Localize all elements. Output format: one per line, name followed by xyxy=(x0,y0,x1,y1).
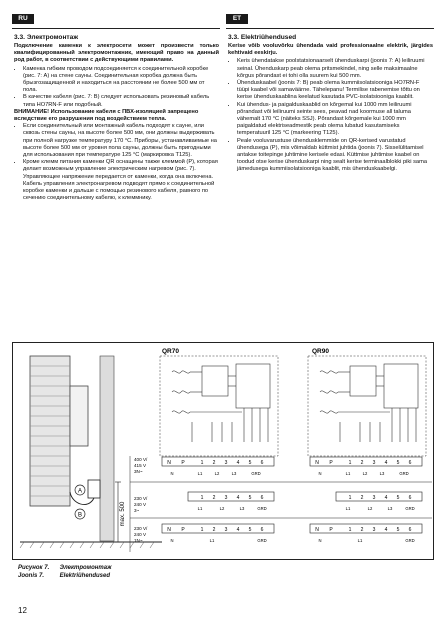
et-section-title: 3.3. Elektriühendused xyxy=(228,34,297,41)
svg-text:1: 1 xyxy=(348,460,352,466)
svg-text:L3: L3 xyxy=(387,506,393,511)
voltage-row-1-c: 3N~ xyxy=(134,469,143,474)
svg-text:P: P xyxy=(329,460,333,466)
svg-text:2: 2 xyxy=(360,527,364,533)
svg-text:1: 1 xyxy=(200,495,204,501)
qr70-label: QR70 xyxy=(162,348,179,355)
svg-text:N: N xyxy=(170,538,174,543)
heater-body xyxy=(30,356,70,506)
caption-ru xyxy=(18,565,112,573)
ru-section-title: 3.3. Электромонтаж xyxy=(14,34,78,41)
et-bullet: • Peale vooluvarustuse ühendusklemmide on QR-kerised varustatud ühendusega (P), mis võimaldab küttmist juhtida (joonis 7). Sisselülitamisel antakse toitepinge juhtimine kerisele edasi. Küttmise juhtimise kaabel on toodud otse kerise ühenduskarpi ning sealt kerise terminaalblokki piki sama jämedusega kummiisolatsiooniga kaablit, mis ühenduskaabelgi. xyxy=(237,138,433,174)
svg-text:L1: L1 xyxy=(197,471,203,476)
lang-tag-ru: RU xyxy=(12,14,34,24)
svg-text:GRD: GRD xyxy=(251,471,261,476)
svg-text:GRD: GRD xyxy=(399,471,409,476)
voltage-row-2-c: 3~ xyxy=(134,508,140,513)
ru-bullet: • Если соединительный или монтажный кабель подходят к сауне, или сквозь стены сауны, на высоте более 500 мм, они должны выдерживать при полной нагрузке температуру 170 °C. Приборы, устанавливаемые на высоте более 500 мм от уровня пола сауны, должны быть пригодными для использования при температуре 125 °C (маркировка T125). xyxy=(23,123,219,159)
voltage-row-3-c: 1N~ xyxy=(134,538,143,543)
svg-text:5: 5 xyxy=(396,495,400,501)
svg-text:GRD: GRD xyxy=(405,538,415,543)
svg-text:L1: L1 xyxy=(197,506,203,511)
terminal-strip-qr90-row1 xyxy=(310,457,422,466)
svg-text:GRD: GRD xyxy=(257,538,267,543)
svg-text:5: 5 xyxy=(396,527,400,533)
svg-text:L1: L1 xyxy=(209,538,215,543)
et-column xyxy=(228,34,433,174)
voltage-row-1-b: 415 V xyxy=(134,463,147,468)
svg-text:3: 3 xyxy=(224,495,228,501)
svg-text:N: N xyxy=(167,527,171,533)
svg-text:1: 1 xyxy=(200,460,204,466)
ru-bullet-list xyxy=(14,66,219,203)
svg-text:N: N xyxy=(167,460,171,466)
svg-text:4: 4 xyxy=(384,495,388,501)
caption-ru-text: Электромонтаж xyxy=(59,565,112,571)
et-bullet-list xyxy=(228,58,433,173)
caption-et-num: Joonis 7. xyxy=(18,572,45,579)
svg-text:1: 1 xyxy=(348,495,352,501)
voltage-rows xyxy=(134,457,148,543)
svg-text:L1: L1 xyxy=(345,471,351,476)
svg-text:6: 6 xyxy=(260,495,264,501)
svg-text:1: 1 xyxy=(200,527,204,533)
qr70-diagram xyxy=(160,348,278,456)
svg-text:L3: L3 xyxy=(231,471,237,476)
svg-text:3: 3 xyxy=(224,527,228,533)
svg-text:L2: L2 xyxy=(362,471,368,476)
svg-text:N: N xyxy=(315,460,319,466)
terminal-strip-qr70-row1 xyxy=(162,457,274,466)
et-bullet: • Keris ühendatakse poolstatsionaarselt ühenduskarpi (joonis 7: A) leiliruumi seinal. Ühenduskarp peab olema pritsmekindel, ning selle maksimaalne kõrgus põrandast ei tohi olla suurem kui 500 mm. xyxy=(237,58,433,80)
svg-text:2: 2 xyxy=(360,495,364,501)
svg-text:L3: L3 xyxy=(379,471,385,476)
svg-text:GRD: GRD xyxy=(257,506,267,511)
svg-text:2: 2 xyxy=(212,495,216,501)
voltage-row-1-a: 400 V/ xyxy=(134,457,148,462)
svg-text:GRD: GRD xyxy=(405,506,415,511)
svg-text:N: N xyxy=(318,538,322,543)
figure-captions xyxy=(18,565,112,580)
ru-bullet: • В качестве кабеля (рис. 7: B) следует использовать резиновый кабель типа HO7RN-F или подобный. xyxy=(23,94,219,108)
svg-text:6: 6 xyxy=(408,495,412,501)
svg-text:2: 2 xyxy=(212,460,216,466)
max-height-label: max. 500 xyxy=(120,501,126,527)
ru-intro: Подключение каменки к электросети может произвести только квалифицированный электромонтажник, имеющий право на данный род работ, в соответствии с действующими правилами. xyxy=(14,43,219,64)
heater-illustration xyxy=(20,356,162,548)
ru-bullet: ВНИМАНИЕ! Использование кабеля с ПВХ-изоляцией запрещено вследствие его разрушения под воздействием тепла. xyxy=(14,108,199,123)
svg-text:L1: L1 xyxy=(345,506,351,511)
svg-text:4: 4 xyxy=(236,527,240,533)
qr90-diagram xyxy=(308,348,426,456)
caption-ru-num: Рисунок 7. xyxy=(18,565,50,571)
svg-text:L3: L3 xyxy=(239,506,245,511)
svg-text:P: P xyxy=(329,527,333,533)
junction-box xyxy=(88,480,100,498)
svg-text:5: 5 xyxy=(248,460,252,466)
label-a: A xyxy=(77,488,83,495)
svg-text:4: 4 xyxy=(384,527,388,533)
ru-bullet: • Кроме клемм питания каменки QR оснащены также клеммой (P), которая делает возможным управление электрическим нагревом (рис. 7). Управляющее напряжение передается от каменки, когда она включена. Кабель управления электронагревом подводят прямо к соединительной коробке каменки и дальше с помощью резинового кабеля, равного по сечению соединительному кабелю, к клеммнику. xyxy=(23,159,219,202)
wiring-figure xyxy=(12,342,434,560)
wall xyxy=(100,356,114,541)
caption-et-text: Elektriühendused xyxy=(59,572,111,579)
ru-column xyxy=(14,34,219,202)
qr90-label: QR90 xyxy=(312,348,329,355)
svg-text:1: 1 xyxy=(348,527,352,533)
svg-text:6: 6 xyxy=(408,527,412,533)
svg-text:3: 3 xyxy=(372,460,376,466)
voltage-row-3-b: 240 V xyxy=(134,532,147,537)
svg-text:N: N xyxy=(318,471,322,476)
svg-text:L2: L2 xyxy=(367,506,373,511)
svg-text:5: 5 xyxy=(248,527,252,533)
svg-text:5: 5 xyxy=(396,460,400,466)
svg-text:P: P xyxy=(181,527,185,533)
header-rule-right xyxy=(226,28,434,29)
terminal-strips xyxy=(162,457,422,543)
svg-text:5: 5 xyxy=(248,495,252,501)
svg-text:2: 2 xyxy=(212,527,216,533)
page-number: 12 xyxy=(18,606,27,615)
svg-text:4: 4 xyxy=(236,460,240,466)
svg-text:4: 4 xyxy=(384,460,388,466)
label-b: B xyxy=(77,512,83,519)
svg-text:2: 2 xyxy=(360,460,364,466)
svg-text:P: P xyxy=(181,460,185,466)
ru-bullet: • Каменка гибким проводом подсоединяется к соединительной коробке (рис. 7: A) на стене сауны. Соединительная коробка должна быть брызгозащищенной и находиться на расстоянии не более 500 мм от пола. xyxy=(23,66,219,95)
svg-text:L2: L2 xyxy=(214,471,220,476)
et-bullet: • Ühenduskaabel (joonis 7: B) peab olema kummiisolatsiooniga HO7RN-F tüüpi kaabel või samaväärne. Tähelepanu! Termilise rabenemise tõttu on kerise ühenduskaablina keelatud kasutada PVC-isolatsiooniga kaablit. xyxy=(237,80,433,102)
svg-text:N: N xyxy=(315,527,319,533)
heater-bracket xyxy=(70,386,88,446)
svg-text:L1: L1 xyxy=(357,538,363,543)
et-intro: Kerise võib vooluvõrku ühendada vaid professionaalne elektrik, järgides kehtivaid eeskirju. xyxy=(228,43,433,57)
voltage-row-2-b: 240 V xyxy=(134,502,147,507)
lang-tag-et: ET xyxy=(226,14,248,24)
svg-text:3: 3 xyxy=(224,460,228,466)
svg-text:N: N xyxy=(170,471,174,476)
svg-text:6: 6 xyxy=(260,527,264,533)
svg-text:6: 6 xyxy=(260,460,264,466)
svg-text:4: 4 xyxy=(236,495,240,501)
header-rule-left xyxy=(12,28,220,29)
voltage-row-2-a: 230 V/ xyxy=(134,496,148,501)
caption-et xyxy=(18,573,112,581)
svg-text:6: 6 xyxy=(408,460,412,466)
svg-text:3: 3 xyxy=(372,527,376,533)
svg-text:3: 3 xyxy=(372,495,376,501)
svg-text:L2: L2 xyxy=(219,506,225,511)
voltage-row-3-a: 230 V/ xyxy=(134,526,148,531)
et-bullet: • Kui ühendus- ja paigalduskaablid on kõrgemal kui 1000 mm leiliruumi põrandast või leiliruumi seinte sees, peavad nad koormuse all taluma vähemalt 170 °C (näiteks SSJ). Põrandast kõrgemale kui 1000 mm paigaldatud elektriseadmestik peab olema lubatud kasutamiseks temperatuuril 125 °C (markeering T125). xyxy=(237,102,433,138)
